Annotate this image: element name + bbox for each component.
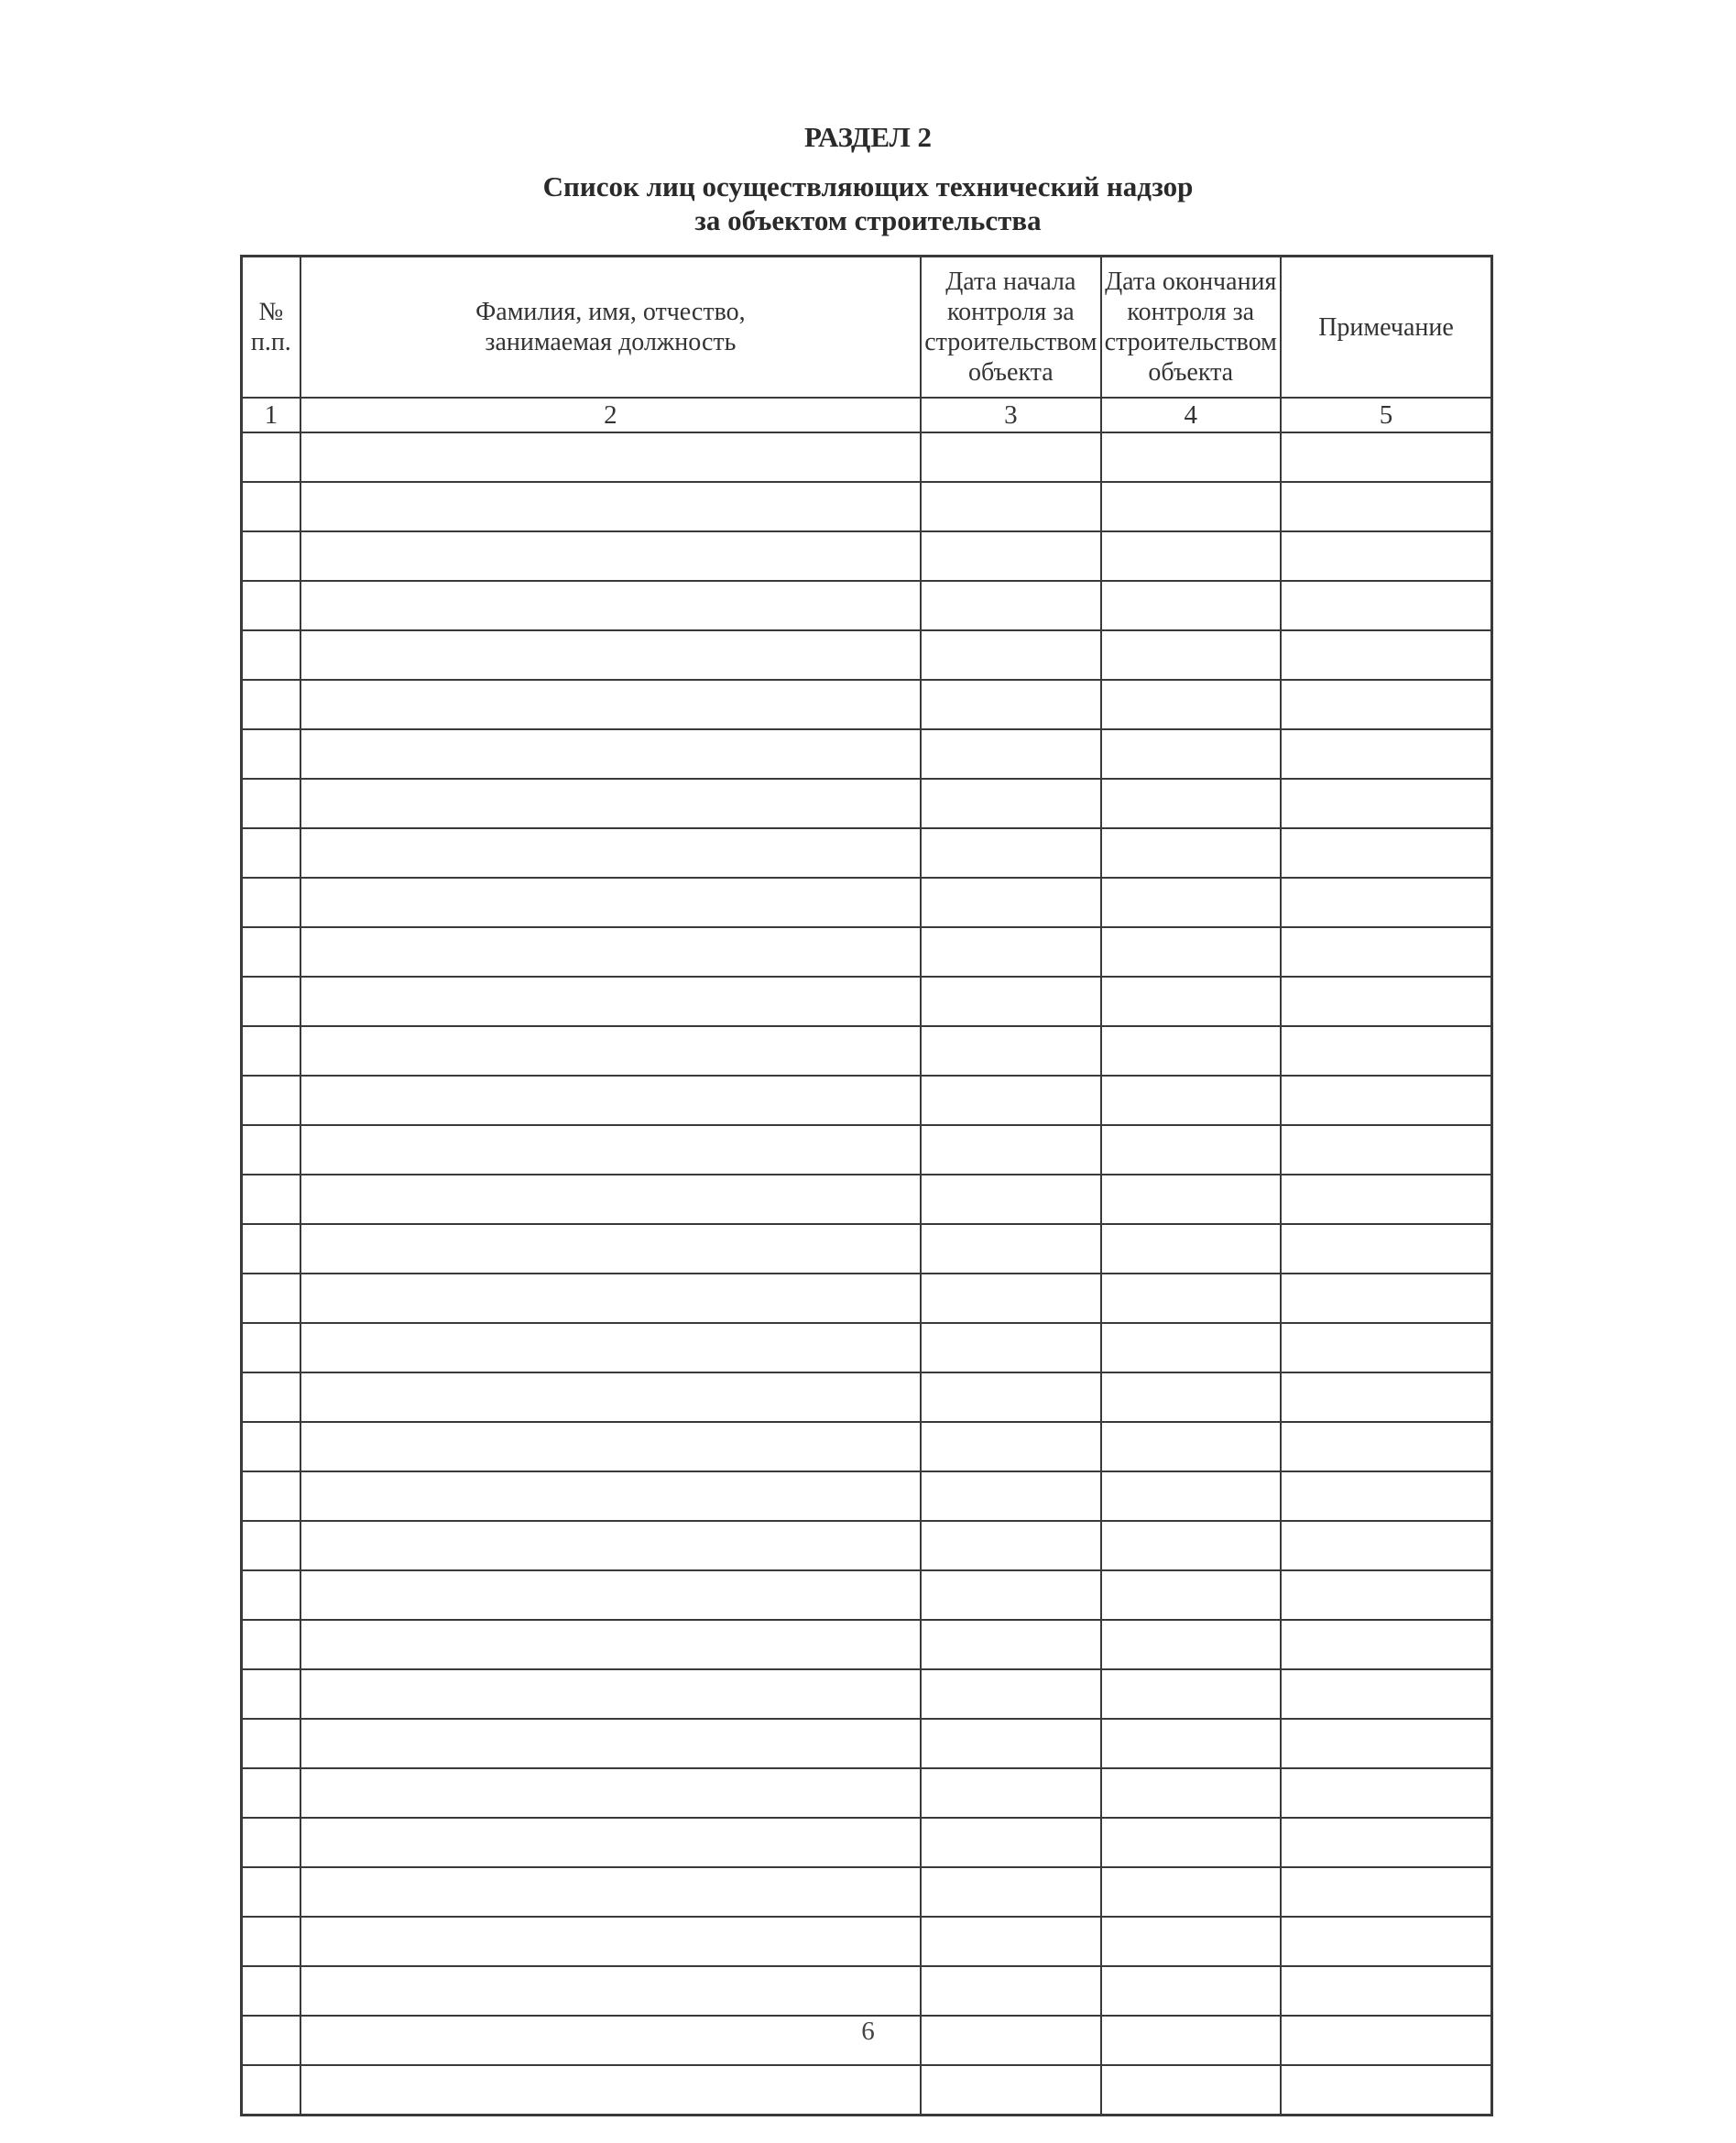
table-cell[interactable]	[242, 1669, 300, 1719]
table-cell[interactable]	[242, 1620, 300, 1669]
table-cell[interactable]	[1101, 482, 1281, 531]
table-cell[interactable]	[1281, 878, 1492, 927]
table-cell[interactable]	[1101, 878, 1281, 927]
table-cell[interactable]	[921, 1570, 1100, 1620]
table-row	[242, 581, 1492, 630]
table-cell[interactable]	[300, 432, 921, 482]
header-start-line: контроля за	[946, 298, 1075, 326]
table-cell[interactable]	[1101, 1471, 1281, 1521]
column-number: 5	[1281, 398, 1492, 432]
table-cell[interactable]	[1101, 1768, 1281, 1818]
table-cell[interactable]	[1281, 531, 1492, 581]
table-cell[interactable]	[1101, 680, 1281, 729]
table-cell[interactable]	[1101, 828, 1281, 878]
column-number: 4	[1101, 398, 1281, 432]
table-row	[242, 1719, 1492, 1768]
table-cell[interactable]	[300, 729, 921, 779]
table-cell[interactable]	[242, 1125, 300, 1175]
table-cell[interactable]	[300, 1422, 921, 1471]
table-cell[interactable]	[242, 1323, 300, 1372]
table-row	[242, 977, 1492, 1026]
table-cell[interactable]	[921, 878, 1100, 927]
table-cell[interactable]	[1281, 1818, 1492, 1867]
table-cell[interactable]	[300, 1372, 921, 1422]
header-end-line: строительством	[1104, 328, 1277, 356]
table-cell[interactable]	[242, 779, 300, 828]
table-cell[interactable]	[921, 1125, 1100, 1175]
table-cell[interactable]	[242, 1422, 300, 1471]
table-row	[242, 1224, 1492, 1274]
table-row	[242, 1471, 1492, 1521]
table-cell[interactable]	[1101, 1323, 1281, 1372]
table-cell[interactable]	[242, 1471, 300, 1521]
table-cell[interactable]	[300, 1867, 921, 1917]
header-start-line: объекта	[967, 358, 1054, 387]
table-cell[interactable]	[1101, 1867, 1281, 1917]
table-cell[interactable]	[242, 1818, 300, 1867]
table-row	[242, 1620, 1492, 1669]
table-cell[interactable]	[921, 1224, 1100, 1274]
table-row	[242, 1274, 1492, 1323]
document-title	[0, 169, 1736, 237]
table-cell[interactable]	[242, 1175, 300, 1224]
header-note	[1281, 257, 1492, 399]
table-cell[interactable]	[921, 977, 1100, 1026]
table-row	[242, 531, 1492, 581]
table-cell[interactable]	[1101, 1818, 1281, 1867]
table-cell[interactable]	[242, 1372, 300, 1422]
table-cell[interactable]	[1101, 1026, 1281, 1076]
table-cell[interactable]	[242, 927, 300, 977]
table-cell[interactable]	[242, 1966, 300, 2016]
table-cell[interactable]	[1281, 1471, 1492, 1521]
table-cell[interactable]	[1281, 828, 1492, 878]
header-number-line: п.п.	[250, 328, 291, 356]
table-cell[interactable]	[242, 680, 300, 729]
table-cell[interactable]	[1281, 1521, 1492, 1570]
table-cell[interactable]	[1281, 779, 1492, 828]
table-cell[interactable]	[242, 1719, 300, 1768]
table-cell[interactable]	[1101, 1224, 1281, 1274]
table-cell[interactable]	[921, 779, 1100, 828]
table-cell[interactable]	[1281, 2065, 1492, 2116]
header-number	[242, 257, 300, 399]
table-cell[interactable]	[1281, 1966, 1492, 2016]
document-title-line-1: Список лиц осуществляющих технический надзор	[542, 170, 1194, 202]
table-cell[interactable]	[242, 1570, 300, 1620]
table-cell[interactable]	[1281, 1669, 1492, 1719]
table-cell[interactable]	[1101, 1076, 1281, 1125]
table-cell[interactable]	[1281, 1917, 1492, 1966]
table-cell[interactable]	[242, 630, 300, 680]
table-cell[interactable]	[1101, 1719, 1281, 1768]
table-cell[interactable]	[921, 1323, 1100, 1372]
table-cell[interactable]	[300, 1917, 921, 1966]
table-cell[interactable]	[300, 1620, 921, 1669]
header-start-date	[921, 257, 1100, 399]
table-cell[interactable]	[300, 1719, 921, 1768]
table-cell[interactable]	[300, 828, 921, 878]
table-row	[242, 878, 1492, 927]
table-cell[interactable]	[1281, 1570, 1492, 1620]
table-row	[242, 1076, 1492, 1125]
table-cell[interactable]	[1281, 927, 1492, 977]
table-cell[interactable]	[1101, 927, 1281, 977]
table-cell[interactable]	[1281, 1274, 1492, 1323]
table-cell[interactable]	[1281, 1620, 1492, 1669]
table-cell[interactable]	[1281, 729, 1492, 779]
table-cell[interactable]	[300, 878, 921, 927]
table-cell[interactable]	[1281, 1719, 1492, 1768]
table-cell[interactable]	[242, 828, 300, 878]
header-number-line: №	[258, 298, 284, 326]
header-full-name-position	[300, 257, 921, 399]
table-cell[interactable]	[300, 779, 921, 828]
table-cell[interactable]	[300, 680, 921, 729]
table-cell[interactable]	[921, 1768, 1100, 1818]
table-cell[interactable]	[1281, 1372, 1492, 1422]
table-cell[interactable]	[1101, 1125, 1281, 1175]
table-cell[interactable]	[242, 482, 300, 531]
header-note-line: Примечание	[1318, 312, 1454, 342]
column-number: 1	[242, 398, 300, 432]
header-start-line: Дата начала	[945, 268, 1076, 296]
column-number: 3	[921, 398, 1100, 432]
table-cell[interactable]	[921, 927, 1100, 977]
table-cell[interactable]	[1101, 729, 1281, 779]
table-cell[interactable]	[300, 927, 921, 977]
table-cell[interactable]	[921, 1521, 1100, 1570]
table-cell[interactable]	[242, 2065, 300, 2116]
table-cell[interactable]	[921, 1175, 1100, 1224]
table-cell[interactable]	[1281, 432, 1492, 482]
table-cell[interactable]	[921, 1274, 1100, 1323]
table-cell[interactable]	[242, 1274, 300, 1323]
table-cell[interactable]	[242, 977, 300, 1026]
table-cell[interactable]	[242, 1224, 300, 1274]
table-cell[interactable]	[1101, 977, 1281, 1026]
table-cell[interactable]	[300, 531, 921, 581]
table-cell[interactable]	[1101, 432, 1281, 482]
table-row	[242, 779, 1492, 828]
table-cell[interactable]	[1101, 779, 1281, 828]
table-row	[242, 680, 1492, 729]
table-cell[interactable]	[1281, 1224, 1492, 1274]
table-cell[interactable]	[921, 1669, 1100, 1719]
column-number: 2	[300, 398, 921, 432]
table-cell[interactable]	[1281, 1323, 1492, 1372]
table-cell[interactable]	[242, 1026, 300, 1076]
table-cell[interactable]	[300, 1966, 921, 2016]
table-cell[interactable]	[1101, 1274, 1281, 1323]
table-cell[interactable]	[921, 1026, 1100, 1076]
table-cell[interactable]	[921, 1076, 1100, 1125]
table-row	[242, 1570, 1492, 1620]
table-cell[interactable]	[300, 2065, 921, 2116]
table-cell[interactable]	[300, 1076, 921, 1125]
table-cell[interactable]	[1101, 1372, 1281, 1422]
table-cell[interactable]	[300, 1768, 921, 1818]
table-row	[242, 1372, 1492, 1422]
header-end-line: Дата окончания	[1105, 268, 1277, 296]
header-end-date	[1101, 257, 1281, 399]
table-cell[interactable]	[242, 1867, 300, 1917]
header-start-line: строительством	[924, 328, 1097, 356]
table-cell[interactable]	[300, 1570, 921, 1620]
table-cell[interactable]	[1101, 1620, 1281, 1669]
table-cell[interactable]	[921, 680, 1100, 729]
header-end-line: контроля за	[1127, 298, 1255, 326]
table-cell[interactable]	[1281, 1026, 1492, 1076]
table-cell[interactable]	[1281, 581, 1492, 630]
table-cell[interactable]	[300, 581, 921, 630]
column-number-row	[242, 398, 1492, 432]
table-cell[interactable]	[921, 1372, 1100, 1422]
table-row	[242, 1966, 1492, 2016]
table-row	[242, 1422, 1492, 1471]
table-cell[interactable]	[300, 1521, 921, 1570]
table-cell[interactable]	[921, 1620, 1100, 1669]
table-cell[interactable]	[300, 1669, 921, 1719]
table-cell[interactable]	[300, 1818, 921, 1867]
table-row	[242, 2065, 1492, 2116]
table-cell[interactable]	[300, 977, 921, 1026]
table-body	[242, 432, 1492, 2116]
table-cell[interactable]	[300, 1224, 921, 1274]
table-cell[interactable]	[242, 432, 300, 482]
table-row	[242, 1818, 1492, 1867]
table-cell[interactable]	[1101, 1570, 1281, 1620]
table-cell[interactable]	[300, 1274, 921, 1323]
table-cell[interactable]	[1281, 482, 1492, 531]
table-cell[interactable]	[1281, 680, 1492, 729]
table-row	[242, 432, 1492, 482]
table-cell[interactable]	[921, 1917, 1100, 1966]
table-cell[interactable]	[921, 1471, 1100, 1521]
table-row	[242, 927, 1492, 977]
table-cell[interactable]	[300, 1026, 921, 1076]
table-cell[interactable]	[300, 1323, 921, 1372]
table-cell[interactable]	[921, 729, 1100, 779]
table-row	[242, 630, 1492, 680]
table-cell[interactable]	[921, 1818, 1100, 1867]
table-cell[interactable]	[921, 531, 1100, 581]
table-cell[interactable]	[242, 531, 300, 581]
table-row	[242, 1125, 1492, 1175]
table-cell[interactable]	[1101, 2065, 1281, 2116]
table-cell[interactable]	[921, 432, 1100, 482]
table-cell[interactable]	[300, 630, 921, 680]
supervision-register-table	[240, 255, 1493, 2116]
table-cell[interactable]	[242, 878, 300, 927]
table-cell[interactable]	[300, 1125, 921, 1175]
table-cell[interactable]	[1101, 1669, 1281, 1719]
section-heading: РАЗДЕЛ 2	[803, 121, 932, 153]
table-cell[interactable]	[921, 630, 1100, 680]
table-cell[interactable]	[242, 1917, 300, 1966]
table-cell[interactable]	[1101, 630, 1281, 680]
table-row	[242, 1669, 1492, 1719]
table-cell[interactable]	[1101, 531, 1281, 581]
table-cell[interactable]	[921, 2065, 1100, 2116]
table-cell[interactable]	[242, 729, 300, 779]
table-cell[interactable]	[1281, 1768, 1492, 1818]
table-cell[interactable]	[300, 1175, 921, 1224]
table-row	[242, 482, 1492, 531]
table-cell[interactable]	[300, 1471, 921, 1521]
table-cell[interactable]	[921, 828, 1100, 878]
header-end-line: объекта	[1148, 358, 1234, 387]
table-cell[interactable]	[242, 1768, 300, 1818]
table-cell[interactable]	[1101, 1966, 1281, 2016]
table-row	[242, 1026, 1492, 1076]
header-name-line: Фамилия, имя, отчество,	[475, 298, 746, 326]
table-cell[interactable]	[921, 1719, 1100, 1768]
table-cell[interactable]	[921, 581, 1100, 630]
document-title-line-2: за объектом строительства	[694, 204, 1042, 236]
table-row	[242, 1323, 1492, 1372]
table-cell[interactable]	[921, 1966, 1100, 2016]
table-cell[interactable]	[1281, 1867, 1492, 1917]
table-cell[interactable]	[1101, 581, 1281, 630]
table-cell[interactable]	[1281, 1422, 1492, 1471]
table-cell[interactable]	[242, 581, 300, 630]
table-cell[interactable]	[1281, 1125, 1492, 1175]
table-cell[interactable]	[921, 482, 1100, 531]
table-cell[interactable]	[921, 1422, 1100, 1471]
table-row	[242, 828, 1492, 878]
table-cell[interactable]	[1281, 977, 1492, 1026]
table-row	[242, 1175, 1492, 1224]
table-cell[interactable]	[242, 1521, 300, 1570]
table-cell[interactable]	[1101, 1521, 1281, 1570]
table-cell[interactable]	[1281, 1175, 1492, 1224]
table-row	[242, 1768, 1492, 1818]
table-row	[242, 729, 1492, 779]
table-row	[242, 1917, 1492, 1966]
table-cell[interactable]	[1101, 1422, 1281, 1471]
table-cell[interactable]	[1101, 1175, 1281, 1224]
table-header-row	[242, 257, 1492, 399]
table-cell[interactable]	[242, 1076, 300, 1125]
table-cell[interactable]	[1281, 630, 1492, 680]
table-cell[interactable]	[1281, 1076, 1492, 1125]
table-cell[interactable]	[1101, 1917, 1281, 1966]
header-name-line: занимаемая должность	[485, 328, 737, 356]
page-number: 6	[861, 2017, 875, 2046]
table-row	[242, 1521, 1492, 1570]
table-row	[242, 1867, 1492, 1917]
table-cell[interactable]	[921, 1867, 1100, 1917]
table-cell[interactable]	[300, 482, 921, 531]
